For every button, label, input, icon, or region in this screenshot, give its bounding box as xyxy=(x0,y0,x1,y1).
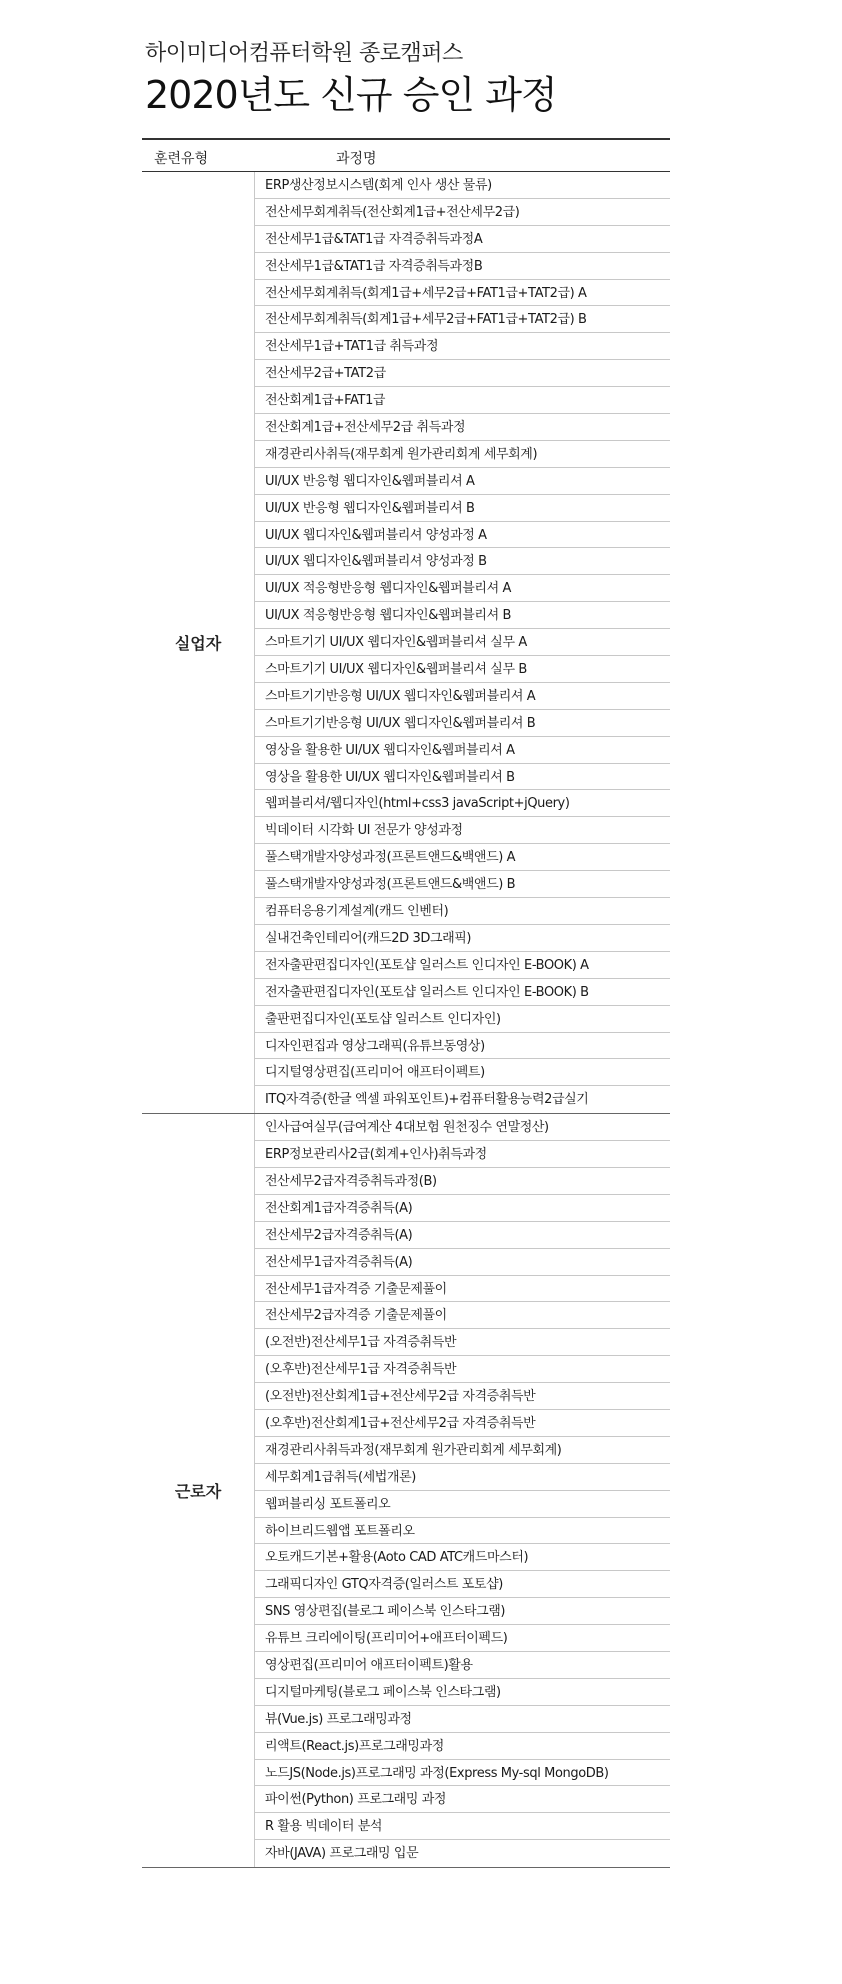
course-row: 웹퍼블리셔/웹디자인(html+css3 javaScript+jQuery) xyxy=(255,790,670,817)
page-title: 2020년도 신규 승인 과정 xyxy=(145,73,557,117)
course-row: 전자출판편집디자인(포토샵 일러스트 인디자인 E-BOOK) B xyxy=(255,979,670,1006)
table-body xyxy=(142,172,670,1868)
course-row: 스마트기기 UI/UX 웹디자인&웹퍼블리셔 실무 B xyxy=(255,656,670,683)
course-row: 디지털마케팅(블로그 페이스북 인스타그램) xyxy=(255,1679,670,1706)
course-row: 출판편집디자인(포토샵 일러스트 인디자인) xyxy=(255,1006,670,1033)
course-row: 전산세무2급자격증취득과정(B) xyxy=(255,1168,670,1195)
course-row: 전산세무1급+TAT1급 취득과정 xyxy=(255,333,670,360)
course-row: 전산회계1급자격증취득(A) xyxy=(255,1195,670,1222)
course-row: SNS 영상편집(블로그 페이스북 인스타그램) xyxy=(255,1598,670,1625)
course-row: 전산세무회계취득(회계1급+세무2급+FAT1급+TAT2급) B xyxy=(255,306,670,333)
course-row: ERP생산정보시스템(회계 인사 생산 물류) xyxy=(255,172,670,199)
course-row: 노드JS(Node.js)프로그래밍 과정(Express My-sql MongoDB) xyxy=(255,1760,670,1787)
course-row: 전산회계1급+전산세무2급 취득과정 xyxy=(255,414,670,441)
course-row: 전산세무2급자격증취득(A) xyxy=(255,1222,670,1249)
course-group xyxy=(142,172,670,1114)
course-row: 그래픽디자인 GTQ자격증(일러스트 포토샵) xyxy=(255,1571,670,1598)
course-row: 웹퍼블리싱 포트폴리오 xyxy=(255,1491,670,1518)
course-row: 디지털영상편집(프리미어 애프터이펙트) xyxy=(255,1059,670,1086)
column-header-training-type: 훈련유형 xyxy=(154,151,209,167)
course-row: 스마트기기 UI/UX 웹디자인&웹퍼블리셔 실무 A xyxy=(255,629,670,656)
course-row: (오후반)전산회계1급+전산세무2급 자격증취득반 xyxy=(255,1410,670,1437)
academy-name: 하이미디어컴퓨터학원 종로캠퍼스 xyxy=(145,41,463,66)
course-row: UI/UX 반응형 웹디자인&웹퍼블리셔 B xyxy=(255,495,670,522)
training-type-label: 근로자 xyxy=(174,1482,222,1502)
course-table xyxy=(142,138,670,1868)
course-row: 오토캐드기본+활용(Aoto CAD ATC캐드마스터) xyxy=(255,1544,670,1571)
course-row: (오후반)전산세무1급 자격증취득반 xyxy=(255,1356,670,1383)
course-row: 하이브리드웹앱 포트폴리오 xyxy=(255,1518,670,1545)
course-list xyxy=(254,172,670,1113)
course-row: UI/UX 웹디자인&웹퍼블리셔 양성과정 B xyxy=(255,548,670,575)
course-row: UI/UX 적응형반응형 웹디자인&웹퍼블리셔 B xyxy=(255,602,670,629)
course-row: 재경관리사취득과정(재무회계 원가관리회계 세무회계) xyxy=(255,1437,670,1464)
course-row: 실내건축인테리어(캐드2D 3D그래픽) xyxy=(255,925,670,952)
course-row: 자바(JAVA) 프로그래밍 입문 xyxy=(265,1846,419,1862)
course-row: 유튜브 크리에이팅(프리미어+애프터이펙드) xyxy=(255,1625,670,1652)
course-row: (오전반)전산회계1급+전산세무2급 자격증취득반 xyxy=(255,1383,670,1410)
course-row: 영상을 활용한 UI/UX 웹디자인&웹퍼블리셔 A xyxy=(255,737,670,764)
course-row: 전산세무회계취득(전산회계1급+전산세무2급) xyxy=(255,199,670,226)
course-row: 전산세무1급&TAT1급 자격증취득과정A xyxy=(255,226,670,253)
course-row: ERP정보관리사2급(회계+인사)취득과정 xyxy=(255,1141,670,1168)
course-row: 영상편집(프리미어 애프터이펙트)활용 xyxy=(255,1652,670,1679)
course-row: 전산세무1급&TAT1급 자격증취득과정B xyxy=(255,253,670,280)
course-row: UI/UX 웹디자인&웹퍼블리셔 양성과정 A xyxy=(255,522,670,549)
course-row: 풀스택개발자양성과정(프론트앤드&백앤드) A xyxy=(255,844,670,871)
course-row: ITQ자격증(한글 엑셀 파워포인트)+컴퓨터활용능력2급실기 xyxy=(265,1092,589,1108)
course-row: 풀스택개발자양성과정(프론트앤드&백앤드) B xyxy=(255,871,670,898)
course-row: UI/UX 적응형반응형 웹디자인&웹퍼블리셔 A xyxy=(255,575,670,602)
course-row: 재경관리사취득(재무회계 원가관리회계 세무회계) xyxy=(255,441,670,468)
course-row: 리액트(React.js)프로그래밍과정 xyxy=(255,1733,670,1760)
course-row: 전산세무회계취득(회계1급+세무2급+FAT1급+TAT2급) A xyxy=(255,280,670,307)
course-row: 전산세무2급+TAT2급 xyxy=(255,360,670,387)
course-row: 파이썬(Python) 프로그래밍 과정 xyxy=(255,1786,670,1813)
course-row: 전산회계1급+FAT1급 xyxy=(255,387,670,414)
course-row: 뷰(Vue.js) 프로그래밍과정 xyxy=(255,1706,670,1733)
course-row: 빅데이터 시각화 UI 전문가 양성과정 xyxy=(255,817,670,844)
course-row: R 활용 빅데이터 분석 xyxy=(255,1813,670,1840)
training-type-label: 실업자 xyxy=(174,634,222,654)
course-row: 스마트기기반응형 UI/UX 웹디자인&웹퍼블리셔 B xyxy=(255,710,670,737)
course-row: 영상을 활용한 UI/UX 웹디자인&웹퍼블리셔 B xyxy=(255,764,670,791)
course-row: 전산세무1급자격증취득(A) xyxy=(255,1249,670,1276)
course-row: 전산세무2급자격증 기출문제풀이 xyxy=(255,1302,670,1329)
table-header xyxy=(142,138,670,172)
course-list xyxy=(254,1114,670,1867)
course-row: (오전반)전산세무1급 자격증취득반 xyxy=(255,1329,670,1356)
column-header-course-name: 과정명 xyxy=(336,151,377,167)
course-row: 스마트기기반응형 UI/UX 웹디자인&웹퍼블리셔 A xyxy=(255,683,670,710)
course-row: 디자인편집과 영상그래픽(유튜브동영상) xyxy=(255,1033,670,1060)
course-row: 세무회계1급취득(세법개론) xyxy=(255,1464,670,1491)
course-group xyxy=(142,1114,670,1868)
course-row: 컴퓨터응용기계설계(캐드 인벤터) xyxy=(255,898,670,925)
course-row: 전산세무1급자격증 기출문제풀이 xyxy=(255,1276,670,1303)
header xyxy=(145,36,557,119)
course-row: 인사급여실무(급여계산 4대보험 원천징수 연말정산) xyxy=(255,1114,670,1141)
course-row: 전자출판편집디자인(포토샵 일러스트 인디자인 E-BOOK) A xyxy=(255,952,670,979)
course-row: UI/UX 반응형 웹디자인&웹퍼블리셔 A xyxy=(255,468,670,495)
